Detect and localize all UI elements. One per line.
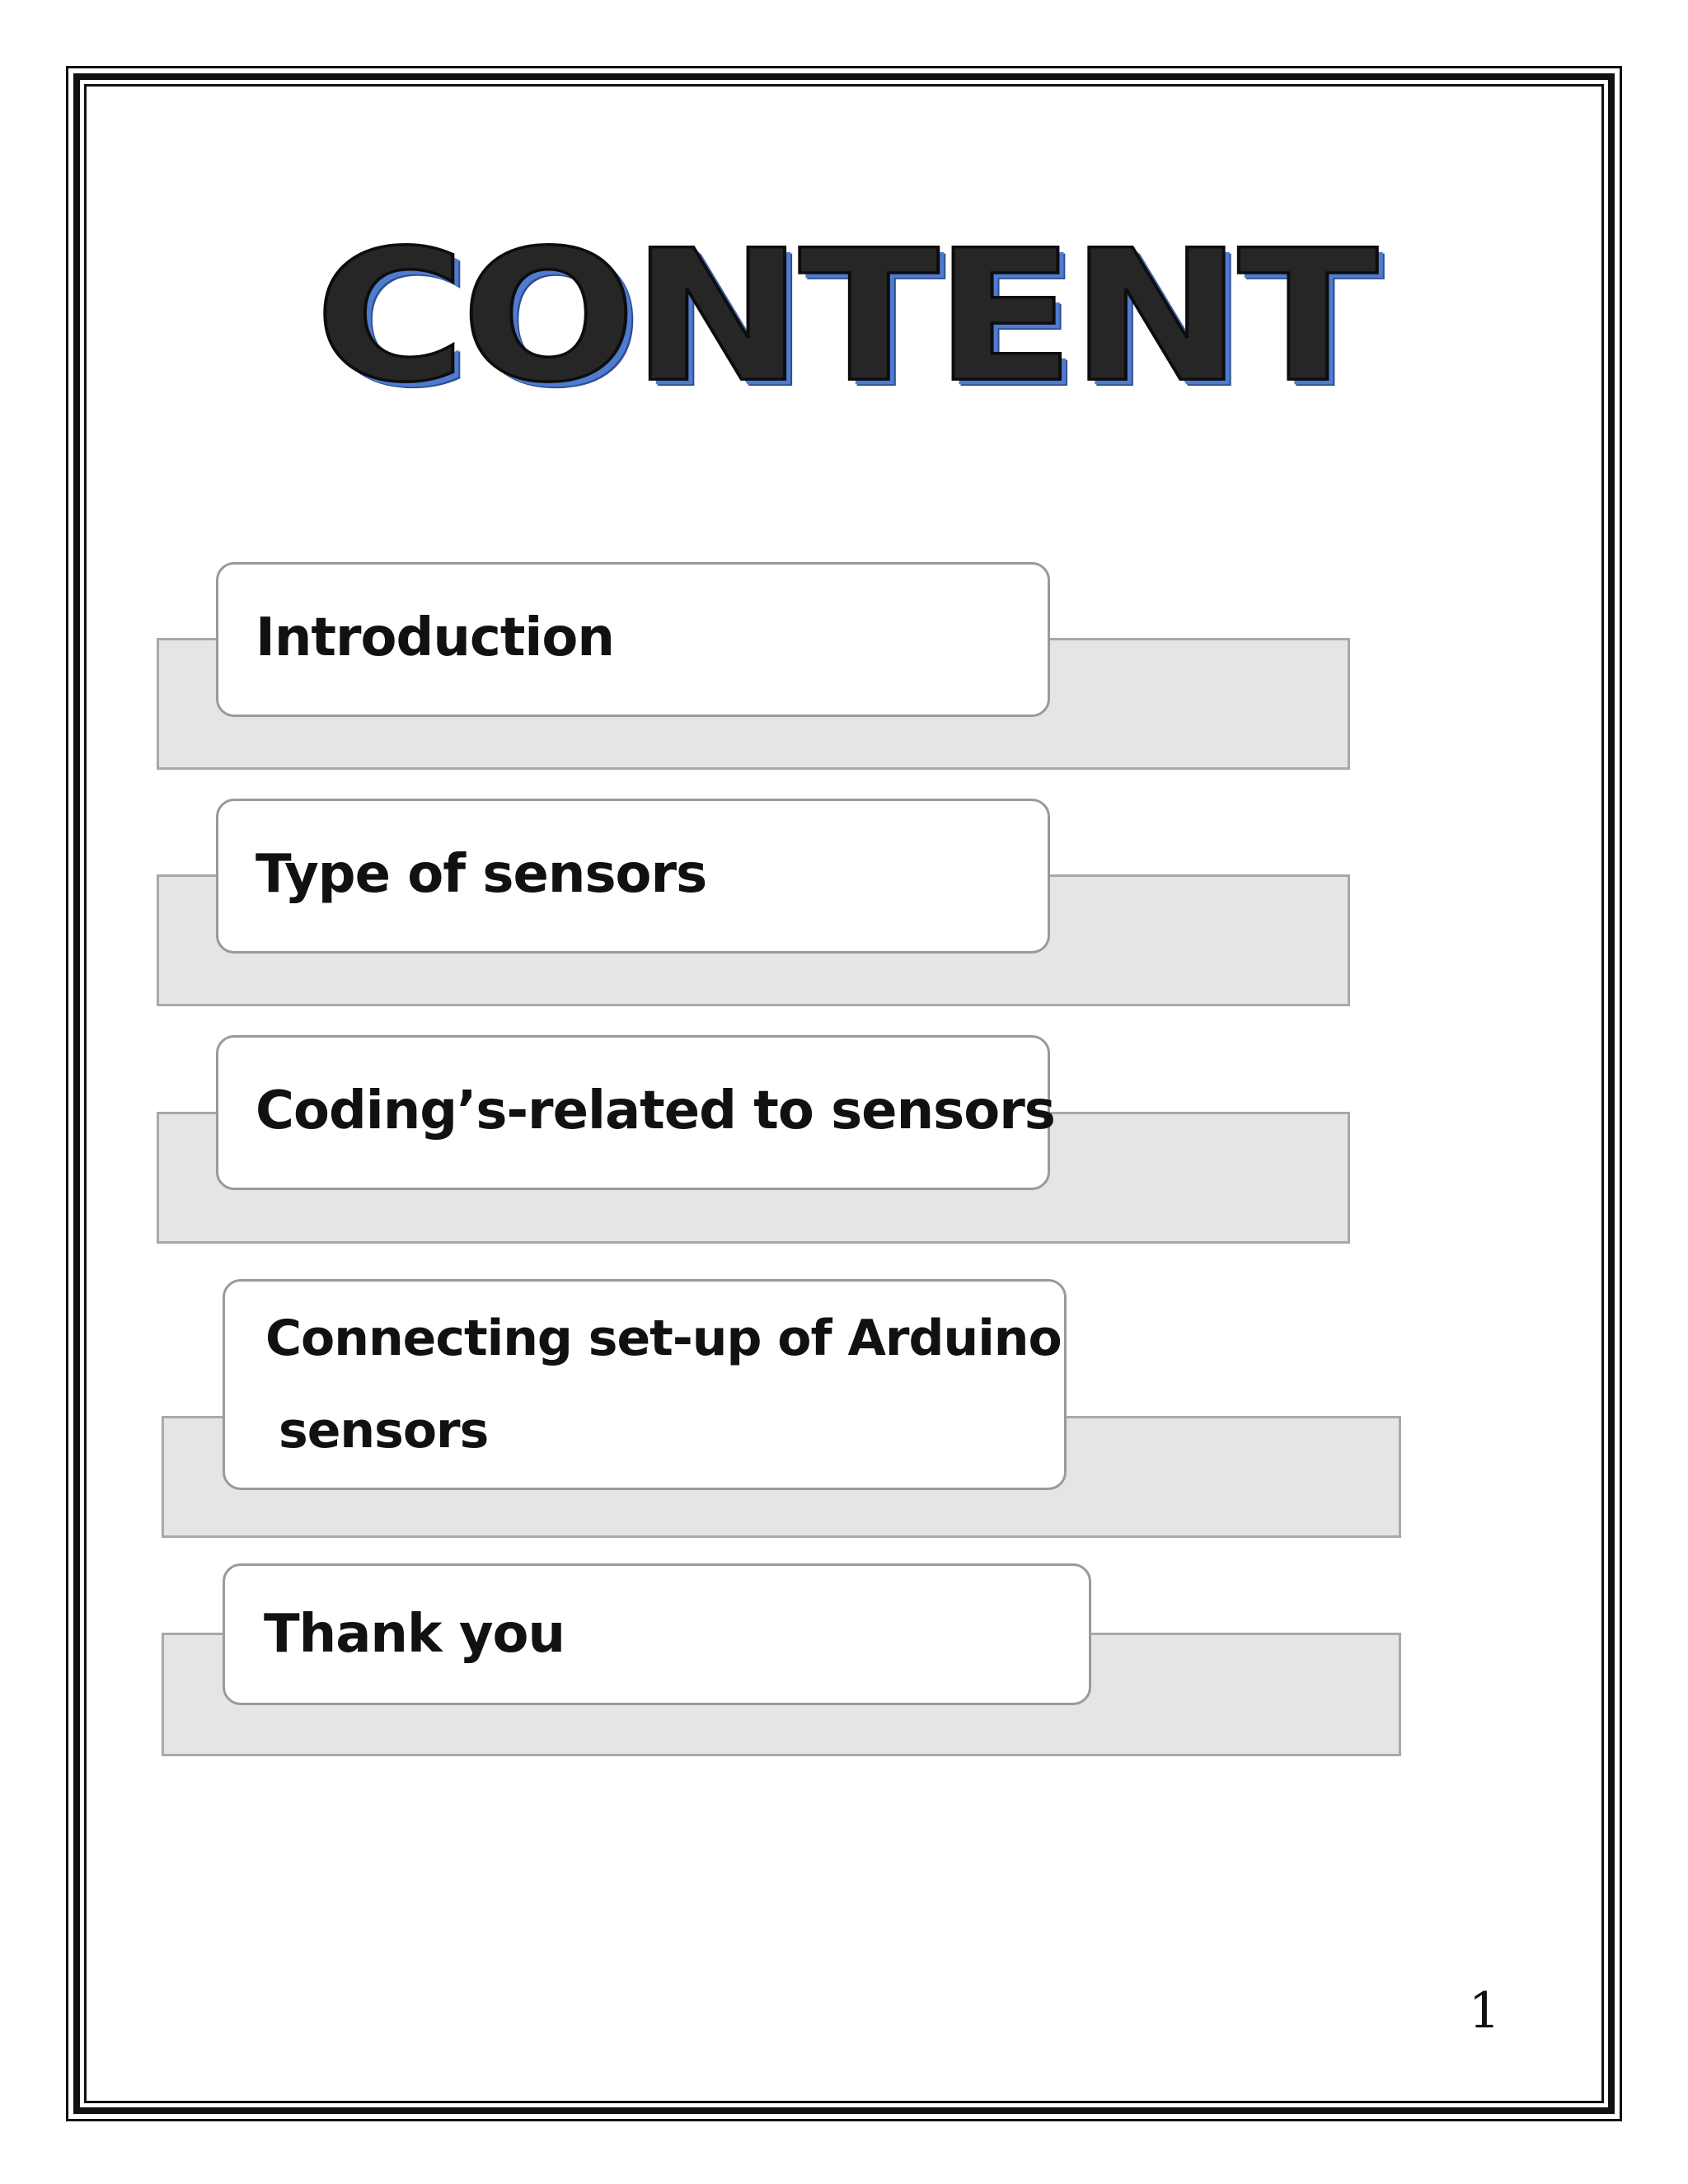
page-number: 1 [1468,1982,1500,2040]
item-label-connecting-setup-line2: sensors [279,1402,489,1460]
item-label-connecting-setup-line1: Connecting set-up of Arduino [265,1310,1062,1367]
page-title: CONTENT [314,210,1374,423]
item-label-introduction: Introduction [256,607,614,668]
item-label-type-of-sensors: Type of sensors [256,844,707,905]
item-label-thank-you: Thank you [264,1604,565,1665]
item-label-coding-related: Coding’s-related to sensors [256,1080,1055,1141]
